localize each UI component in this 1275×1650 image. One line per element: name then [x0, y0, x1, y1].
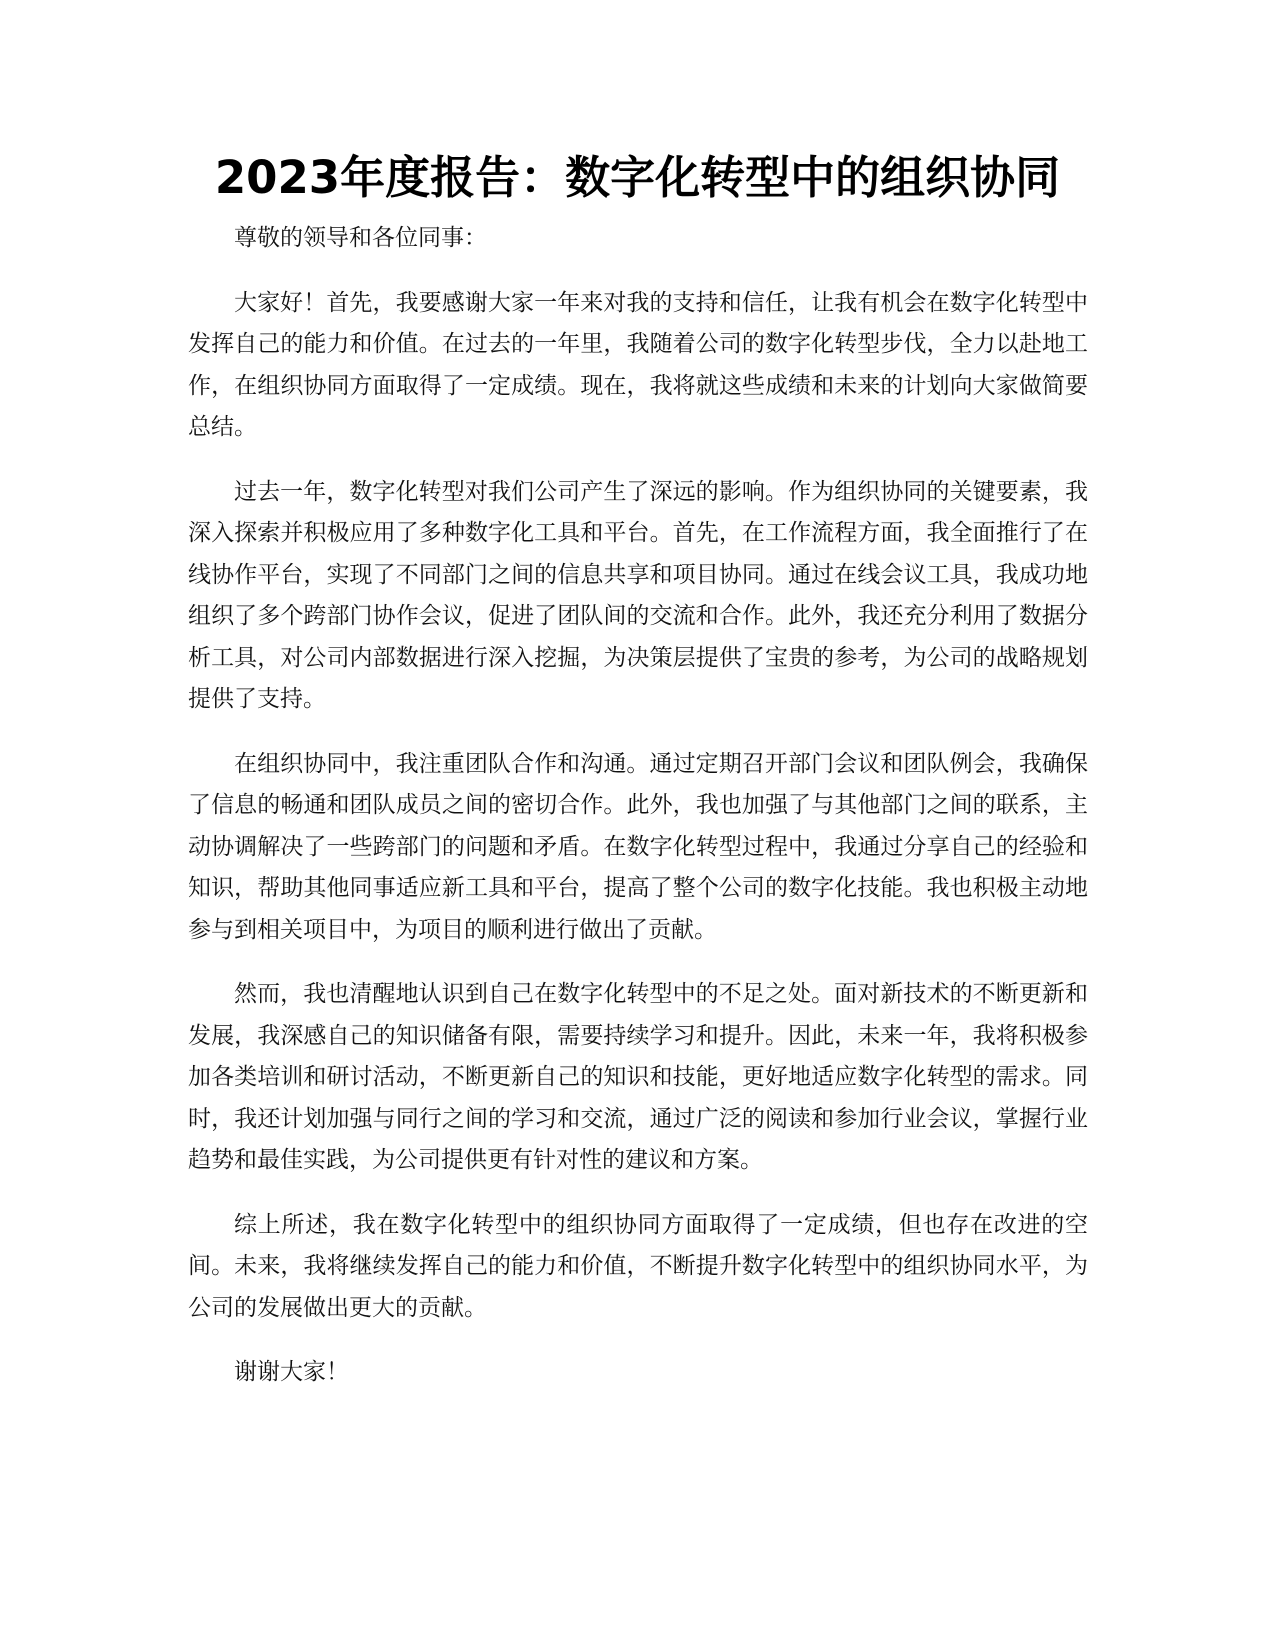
document-title: 2023年度报告：数字化转型中的组织协同 — [214, 151, 1061, 204]
paragraph-intro: 大家好！首先，我要感谢大家一年来对我的支持和信任，让我有机会在数字化转型中发挥自己的能力和价值。在过去的一年里，我随着公司的数字化转型步伐，全力以赴地工作，在组织协同方面取得了一定成绩。现在，我将就这些成绩和未来的计划向大家做简要总结。 — [188, 289, 1088, 440]
closing: 谢谢大家！ — [234, 1359, 349, 1385]
paragraph-shortcomings: 然而，我也清醒地认识到自己在数字化转型中的不足之处。面对新技术的不断更新和发展，我深感自己的知识储备有限，需要持续学习和提升。因此，未来一年，我将积极参加各类培训和研讨活动，不断更新自己的知识和技能，更好地适应数字化转型的需求。同时，我还计划加强与同行之间的学习和交流，通过广泛的阅读和参加行业会议，掌握行业趋势和最佳实践，为公司提供更有针对性的建议和方案。 — [188, 981, 1088, 1173]
paragraph-summary: 综上所述，我在数字化转型中的组织协同方面取得了一定成绩，但也存在改进的空间。未来，我将继续发挥自己的能力和价值，不断提升数字化转型中的组织协同水平，为公司的发展做出更大的贡献。 — [188, 1211, 1088, 1321]
paragraph-digital-tools: 过去一年，数字化转型对我们公司产生了深远的影响。作为组织协同的关键要素，我深入探索并积极应用了多种数字化工具和平台。首先，在工作流程方面，我全面推行了在线协作平台，实现了不同部门之间的信息共享和项目协同。通过在线会议工具，我成功地组织了多个跨部门协作会议，促进了团队间的交流和合作。此外，我还充分利用了数据分析工具，对公司内部数据进行深入挖掘，为决策层提供了宝贵的参考，为公司的战略规划提供了支持。 — [188, 478, 1088, 712]
paragraph-teamwork: 在组织协同中，我注重团队合作和沟通。通过定期召开部门会议和团队例会，我确保了信息的畅通和团队成员之间的密切合作。此外，我也加强了与其他部门之间的联系，主动协调解决了一些跨部门的问题和矛盾。在数字化转型过程中，我通过分享自己的经验和知识，帮助其他同事适应新工具和平台，提高了整个公司的数字化技能。我也积极主动地参与到相关项目中，为项目的顺利进行做出了贡献。 — [188, 750, 1088, 943]
salutation: 尊敬的领导和各位同事： — [234, 225, 487, 251]
document-body — [188, 218, 1088, 1417]
